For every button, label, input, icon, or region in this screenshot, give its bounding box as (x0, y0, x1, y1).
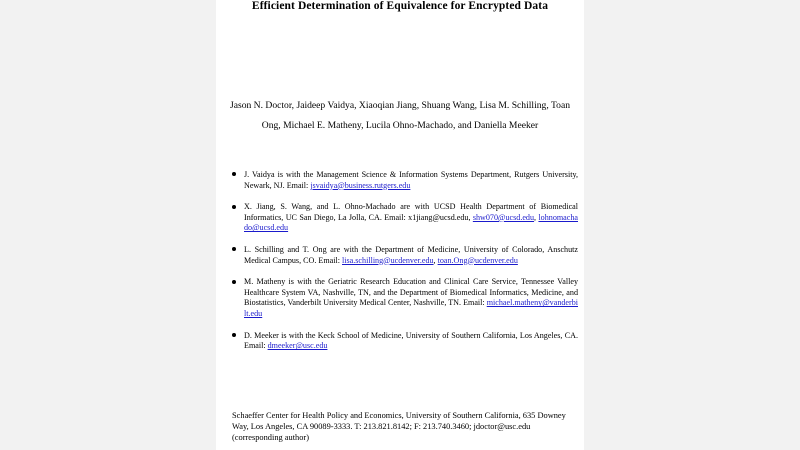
email-link[interactable]: michael.matheny@vanderbilt.edu (244, 298, 578, 318)
email-link[interactable]: shw070@ucsd.edu (472, 212, 535, 222)
bullet-icon (232, 333, 236, 337)
note-text: J. Vaidya is with the Management Science & Information Systems Department, Rutgers University, Newark, NJ. Email: (244, 170, 578, 190)
email-link[interactable]: lisa.schilling@ucdenver.edu (342, 255, 434, 265)
note-text: M. Matheny is with the Geriatric Research Education and Clinical Care Service, Tennessee Valley Healthcare System VA, Nashville, TN, and the Department of Biomedical Informatics, Medicine, and Biostatistics, Vanderbilt University Medical Center, Nashville, TN. Email: (244, 277, 578, 308)
author-list: Jason N. Doctor, Jaideep Vaidya, Xiaoqian Jiang, Shuang Wang, Lisa M. Schilling, Toan Ong, Michael E. Matheny, Lucila Ohno-Machado, and Daniella Meeker (229, 100, 571, 131)
corresponding-author-footer: Schaeffer Center for Health Policy and Economics, University of Southern California, 635 Downey Way, Los Angeles, CA 90089-3333. T: 213.821.8142; F: 213.740.3460; jdoctor@usc.edu (corresponding author) (232, 411, 566, 443)
note-text: D. Meeker is with the Keck School of Medicine, University of Southern California, Los Angeles, CA. Email: (244, 330, 578, 351)
email-link[interactable]: lohnomachado@ucsd.edu (244, 212, 578, 233)
bullet-icon (232, 205, 236, 209)
list-item (232, 277, 578, 319)
bullet-icon (232, 247, 236, 251)
list-item (232, 245, 578, 266)
bullet-icon (232, 280, 236, 284)
list-item (232, 202, 578, 234)
list-item (232, 331, 578, 352)
note-separator: , (534, 212, 539, 222)
email-link[interactable]: toan.Ong@ucdenver.edu (437, 255, 518, 265)
list-item (232, 170, 578, 191)
note-text: L. Schilling and T. Ong are with the Department of Medicine, University of Colorado, Anschutz Medical Campus, CO. Email: (244, 244, 578, 265)
note-text: X. Jiang, S. Wang, and L. Ohno-Machado are with UCSD Health Department of Biomedical Informatics, UC San Diego, La Jolla, CA. Email: x1jiang@ucsd.edu, (244, 202, 578, 222)
note-separator: , (433, 255, 438, 265)
email-link[interactable]: dmeeker@usc.edu (267, 341, 328, 351)
document-page (216, 0, 584, 450)
page-title: Efficient Determination of Equivalence for Encrypted Data (251, 0, 549, 12)
affiliation-notes (232, 170, 578, 363)
bullet-icon (232, 172, 236, 176)
email-link[interactable]: jsvaidya@business.rutgers.edu (310, 180, 411, 190)
